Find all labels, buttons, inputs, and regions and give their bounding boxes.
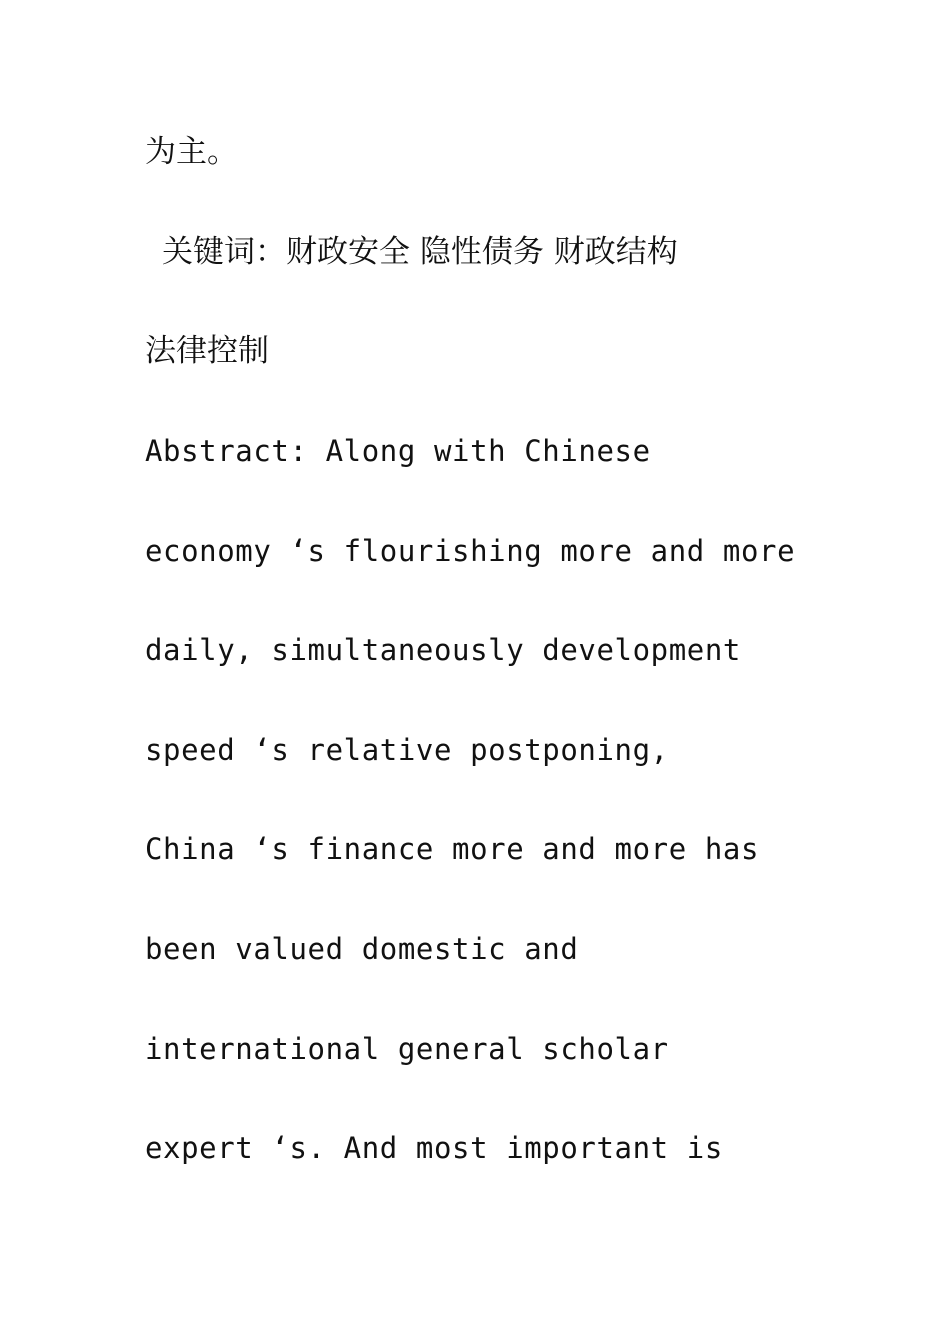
abstract-line: China ‘s finance more and more has [145,832,760,866]
abstract-line: been valued domestic and [145,932,579,966]
body-text-line: 为主。 [145,134,238,170]
abstract-line: Abstract: Along with Chinese [145,434,651,468]
abstract-line: economy ‘s flourishing more and more [145,534,796,568]
keywords-line: 关键词：财政安全 隐性债务 财政结构 [162,234,678,270]
abstract-line: international general scholar [145,1032,669,1066]
keywords-continuation-line: 法律控制 [145,333,269,369]
abstract-line: expert ‘s. And most important is [145,1131,723,1165]
abstract-line: daily, simultaneously development [145,633,741,667]
abstract-line: speed ‘s relative postponing, [145,733,669,767]
